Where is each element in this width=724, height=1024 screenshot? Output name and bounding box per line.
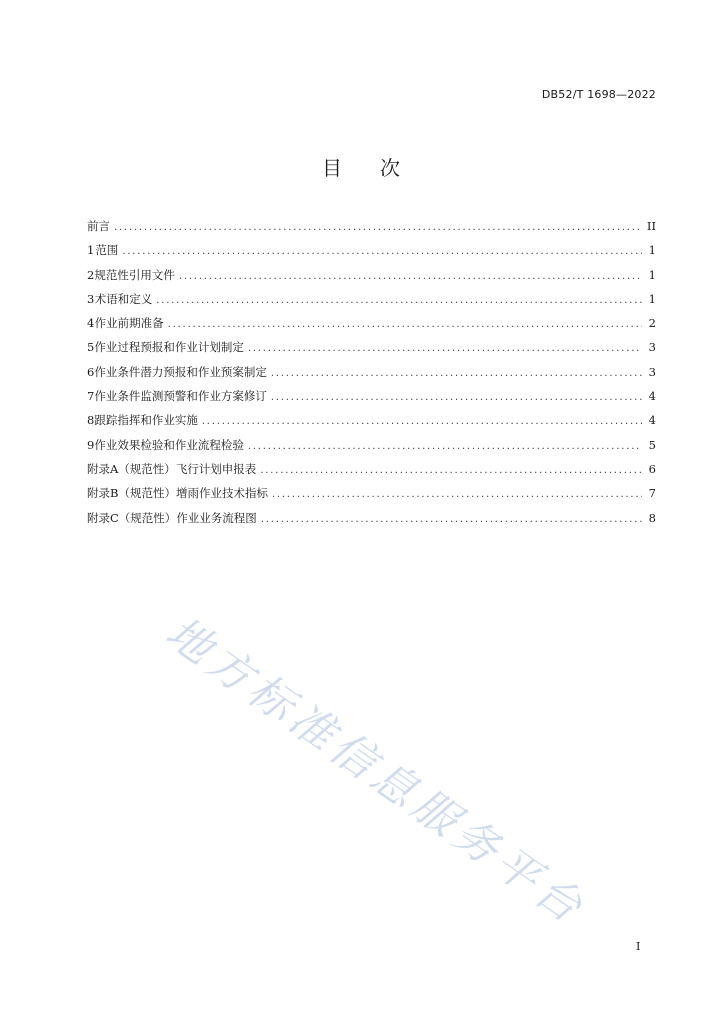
toc-annex-entry[interactable] xyxy=(87,457,656,481)
toc-entry-page: 4 xyxy=(648,413,656,428)
toc-entry-page: 1 xyxy=(648,291,656,306)
toc-entry-page: 1 xyxy=(648,243,656,258)
toc-entry[interactable] xyxy=(87,335,656,359)
toc-entry-number: 2 xyxy=(87,267,95,282)
toc-entry[interactable] xyxy=(87,238,656,262)
toc-entry-label: 术语和定义 xyxy=(94,291,153,306)
watermark: 地方标准信息服务平台 xyxy=(156,607,596,936)
toc-entry[interactable] xyxy=(87,263,656,287)
toc-entry-page: 6 xyxy=(648,461,656,476)
toc-entry-number: 4 xyxy=(87,316,95,331)
standard-code: DB52/T 1698—2022 xyxy=(541,88,656,101)
toc-entry-label: 作业过程预报和作业计划制定 xyxy=(94,340,244,355)
toc-entry[interactable] xyxy=(87,311,656,335)
toc-entry-number: 3 xyxy=(87,291,95,306)
toc-entry-foreword[interactable] xyxy=(87,214,656,238)
toc-entry-number: 5 xyxy=(87,340,95,355)
page-number: I xyxy=(636,940,641,953)
toc-entry-page: 8 xyxy=(648,510,656,525)
toc-leader-dots xyxy=(261,508,642,532)
toc-entry-page: II xyxy=(646,219,656,233)
toc-entry-label: 跟踪指挥和作业实施 xyxy=(94,413,198,428)
toc-entry-number: 1 xyxy=(87,243,95,258)
toc-entry-number: 7 xyxy=(87,389,95,404)
toc-leader-dots xyxy=(271,386,642,410)
toc-leader-dots xyxy=(271,362,642,386)
toc-leader-dots xyxy=(260,459,642,483)
toc-annex-id: 附录A（规范性） xyxy=(87,461,176,476)
toc-entry-label: 规范性引用文件 xyxy=(94,267,175,282)
toc-entry-page: 3 xyxy=(648,364,656,379)
toc-entry-page: 5 xyxy=(648,437,656,452)
table-of-contents xyxy=(87,214,656,530)
toc-title-char: 次 xyxy=(380,156,402,180)
toc-annex-id: 附录C（规范性） xyxy=(87,510,177,525)
toc-entry[interactable] xyxy=(87,408,656,432)
toc-entry[interactable] xyxy=(87,287,656,311)
toc-annex-entry[interactable] xyxy=(87,481,656,505)
toc-entry[interactable] xyxy=(87,433,656,457)
toc-title xyxy=(0,152,724,181)
toc-entry-number: 8 xyxy=(87,413,95,428)
toc-entry[interactable] xyxy=(87,384,656,408)
toc-entry-label: 作业前期准备 xyxy=(94,316,164,331)
toc-entry-page: 3 xyxy=(648,340,656,355)
toc-annex-id: 附录B（规范性） xyxy=(87,486,176,501)
toc-entry-label: 增雨作业技术指标 xyxy=(175,486,268,501)
toc-leader-dots xyxy=(168,313,642,337)
toc-entry-page: 2 xyxy=(648,316,656,331)
toc-entry-number: 6 xyxy=(87,364,95,379)
toc-leader-dots xyxy=(248,435,642,459)
toc-entry-label: 前言 xyxy=(87,219,110,233)
toc-leader-dots xyxy=(179,265,642,289)
toc-leader-dots xyxy=(122,240,642,264)
toc-leader-dots xyxy=(156,289,642,313)
toc-entry-label: 范围 xyxy=(95,243,119,258)
toc-entry-page: 1 xyxy=(648,267,656,282)
toc-entry-label: 飞行计划申报表 xyxy=(175,461,257,476)
toc-annex-entry[interactable] xyxy=(87,506,656,530)
toc-entry-label: 作业效果检验和作业流程检验 xyxy=(94,437,244,452)
toc-entry-label: 作业业务流程图 xyxy=(176,510,257,525)
toc-entry-label: 作业条件潜力预报和作业预案制定 xyxy=(94,364,267,379)
toc-entry-page: 7 xyxy=(648,486,656,501)
toc-entry-page: 4 xyxy=(648,389,656,404)
toc-entry[interactable] xyxy=(87,360,656,384)
toc-leader-dots xyxy=(272,483,642,507)
toc-title-char: 目 xyxy=(322,156,344,180)
toc-leader-dots xyxy=(114,216,642,240)
toc-leader-dots xyxy=(202,410,642,434)
toc-entry-label: 作业条件监测预警和作业方案修订 xyxy=(94,389,267,404)
toc-entry-number: 9 xyxy=(87,437,95,452)
toc-leader-dots xyxy=(248,337,642,361)
